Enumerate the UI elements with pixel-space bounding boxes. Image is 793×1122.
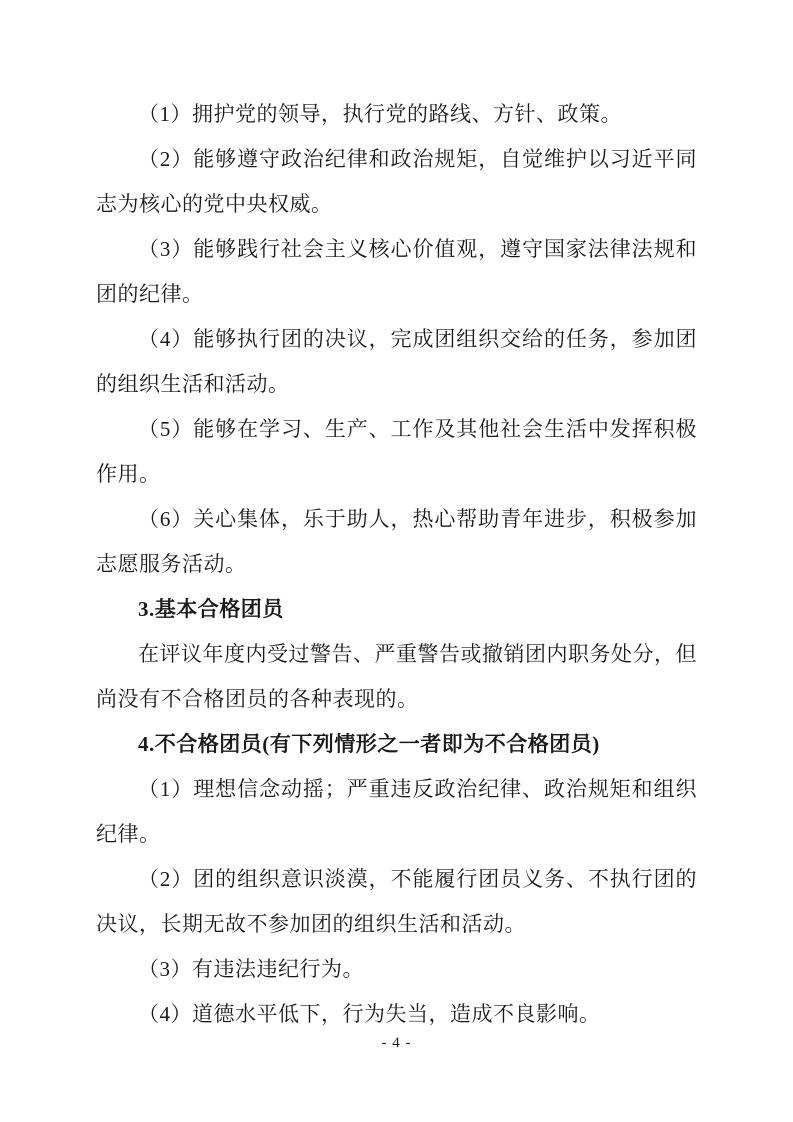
paragraph: （1）拥护党的领导，执行党的路线、方针、政策。: [138, 102, 622, 126]
section-heading: 4.不合格团员(有下列情形之一者即为不合格团员): [138, 732, 600, 756]
paragraph: （6）关心集体，乐于助人，热心帮助青年进步，积极参加志愿服务活动。: [96, 507, 697, 576]
section-heading: 3.基本合格团员: [138, 597, 284, 621]
paragraph: （2）团的组织意识淡漠，不能履行团员义务、不执行团的决议，长期无故不参加团的组织生活和活动。: [96, 867, 697, 936]
page-footer: [0, 1033, 793, 1053]
page-number: - 4 -: [381, 1035, 412, 1051]
document-body: [96, 92, 697, 1037]
paragraph: （4）道德水平低下，行为失当，造成不良影响。: [138, 1002, 601, 1026]
paragraph: （3）有违法违纪行为。: [138, 957, 364, 981]
paragraph: （5）能够在学习、生产、工作及其他社会生活中发挥积极作用。: [96, 417, 697, 486]
paragraph: （3）能够践行社会主义核心价值观，遵守国家法律法规和团的纪律。: [96, 237, 697, 306]
paragraph: （2）能够遵守政治纪律和政治规矩，自觉维护以习近平同志为核心的党中央权威。: [96, 147, 697, 216]
paragraph: （1）理想信念动摇；严重违反政治纪律、政治规矩和组织纪律。: [96, 777, 697, 846]
paragraph: （4）能够执行团的决议，完成团组织交给的任务，参加团的组织生活和活动。: [96, 327, 697, 396]
paragraph: 在评议年度内受过警告、严重警告或撤销团内职务处分，但尚没有不合格团员的各种表现的。: [96, 642, 697, 711]
